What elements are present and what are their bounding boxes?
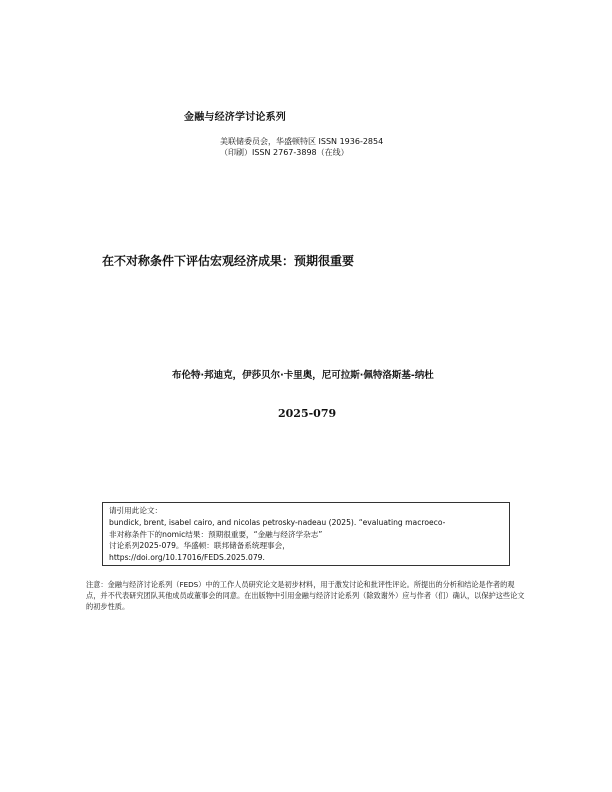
citation-line: 讨论系列2025-079。华盛顿：联邦储备系统理事会， [109,541,290,551]
paper-number: 2025-079 [278,407,337,420]
citation-line: bundick, brent, isabel cairo, and nicolas petrosky-nadeau (2025). “evaluating macroeco- [109,517,446,527]
citation-heading: 请引用此论文： [109,506,163,515]
citation-box [102,502,510,566]
issn-line-print: 美联储委员会，华盛顿特区 ISSN 1936-2854 [220,137,384,146]
citation-line: 非对称条件下的nomic结果：预期很重要，“金融与经济学杂志” [109,529,323,539]
issn-line-online: （印刷）ISSN 2767-3898（在线） [220,148,349,157]
series-title: 金融与经济学讨论系列 [184,112,286,123]
issn-block [220,136,383,158]
paper-title: 在不对称条件下评估宏观经济成果：预期很重要 [102,254,355,268]
authors: 布伦特·邦迪克，伊莎贝尔·卡里奥，尼可拉斯·佩特洛斯基-纳杜 [172,370,434,381]
citation-doi-link[interactable]: https://doi.org/10.17016/FEDS.2025.079. [109,553,265,563]
disclaimer-notice: 注意：金融与经济讨论系列（FEDS）中的工作人员研究论文是初步材料，用于激发讨论和批评性评论。所提出的分析和结论是作者的观点，并不代表研究团队其他成员或董事会的同意。在出版物中引用金融与经济讨论系列（除致谢外）应与作者（们）确认，以保护这些论文的初步性质。 [86,580,525,611]
